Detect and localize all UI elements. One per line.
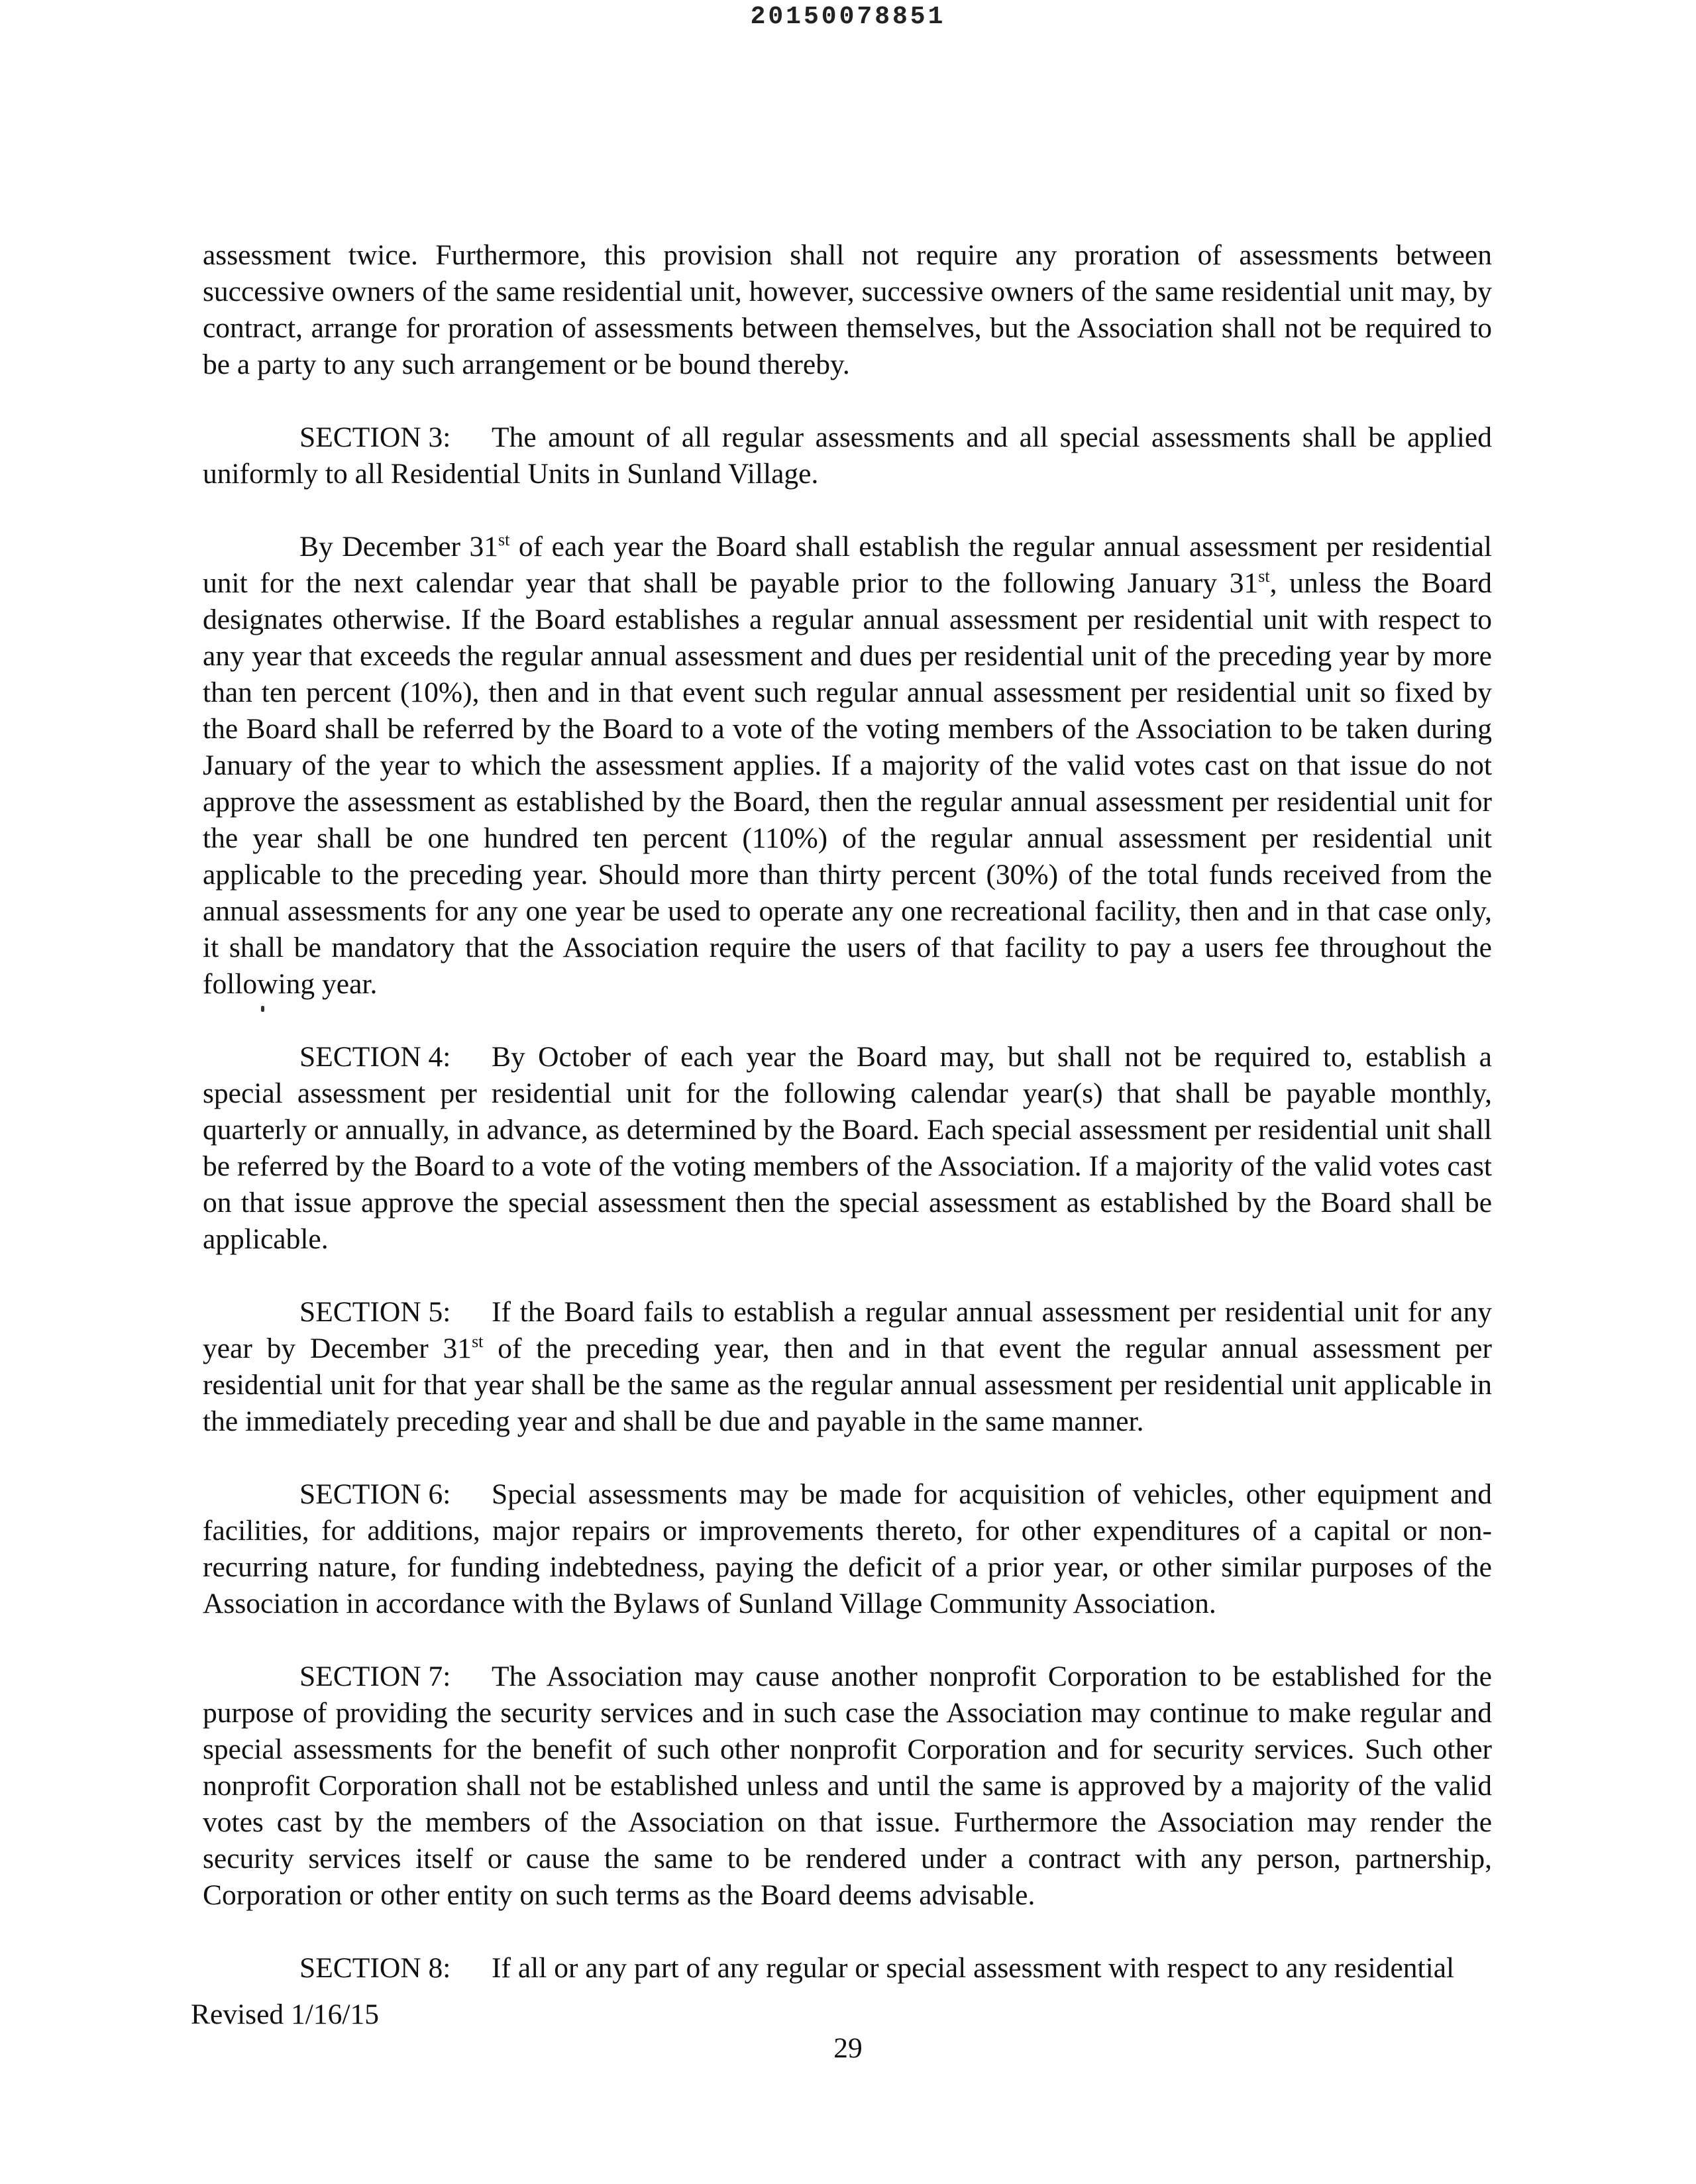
section-3-text: The amount of all regular assessments and all special assessments shall be applied uniformly to all Residential Units in Sunland Village. <box>203 421 1492 490</box>
section-7-paragraph <box>203 1659 1492 1914</box>
page-body <box>203 237 1492 1987</box>
paragraph-gap <box>203 383 1492 419</box>
section-6-label: SECTION 6: <box>299 1478 451 1510</box>
paragraph-gap <box>203 1440 1492 1476</box>
section-5-label: SECTION 5: <box>299 1296 451 1328</box>
section-8-text: If all or any part of any regular or special assessment with respect to any residential <box>492 1952 1455 1984</box>
section-8-paragraph <box>203 1950 1492 1987</box>
ordinal-suffix: st <box>1258 567 1270 586</box>
section-3-paragraph <box>203 419 1492 492</box>
ordinal-suffix: st <box>498 530 510 549</box>
annual-text-2: of each year the Board shall establish the regular annual assessment per residential unit for the next calendar year that shall be payable prior to the following January 31 <box>203 531 1493 599</box>
section-4-text: By October of each year the Board may, but shall not be required to, establish a special assessment per residential unit for the following calendar year(s) that shall be payable monthly, quarterly or annually, in advance, as determined by the Board. Each special assessment per residential unit shall be referred by the Board to a vote of the voting members of the Association. If a majority of the valid votes cast on that issue approve the special assessment then the special assessment as established by the Board shall be applicable. <box>203 1041 1492 1255</box>
revision-date: Revised 1/16/15 <box>191 1998 379 2030</box>
section-7-label: SECTION 7: <box>299 1661 451 1692</box>
section-3-label: SECTION 3: <box>299 421 451 453</box>
annual-assessment-paragraph <box>203 529 1492 1003</box>
section-8-label: SECTION 8: <box>299 1952 451 1984</box>
paragraph-gap <box>203 492 1492 529</box>
ordinal-suffix: st <box>472 1332 484 1351</box>
paragraph-gap <box>203 1622 1492 1659</box>
scan-speck <box>261 1006 264 1012</box>
paragraph-gap <box>203 1003 1492 1039</box>
section-5-text-2: of the preceding year, then and in that event the regular annual assessment per residential unit for that year shall be the same as the regular annual assessment per residential unit applicable in the immediately preceding year and shall be due and payable in the same manner. <box>203 1333 1492 1437</box>
section-7-text: The Association may cause another nonprofit Corporation to be established for the purpose of providing the security services and in such case the Association may continue to make regular and special assessments for the benefit of such other nonprofit Corporation and for security services. Such other nonprofit Corporation shall not be established unless and until the same is approved by a majority of the valid votes cast by the members of the Association on that issue. Furthermore the Association may render the security services itself or cause the same to be rendered under a contract with any person, partnership, Corporation or other entity on such terms as the Board deems advisable. <box>203 1661 1492 1911</box>
page-number: 29 <box>833 2032 863 2064</box>
annual-text-1: By December 31 <box>299 531 499 563</box>
section-4-paragraph <box>203 1039 1492 1258</box>
section-5-paragraph <box>203 1294 1492 1440</box>
section-4-label: SECTION 4: <box>299 1041 451 1073</box>
section-6-text: Special assessments may be made for acquisition of vehicles, other equipment and facilities, for additions, major repairs or improvements thereto, for other expenditures of a capital or non-recurring nature, for funding indebtedness, paying the deficit of a prior year, or other similar purposes of the Association in accordance with the Bylaws of Sunland Village Community Association. <box>203 1478 1492 1619</box>
section-5-text-1: If the Board fails to establish a regular annual assessment per residential unit for any year by December 31 <box>203 1296 1492 1364</box>
paragraph-continuation: assessment twice. Furthermore, this provision shall not require any proration of assessments between successive owners of the same residential unit, however, successive owners of the same residential unit may, by contract, arrange for proration of assessments between themselves, but the Association shall not be required to be a party to any such arrangement or be bound thereby. <box>203 239 1492 380</box>
paragraph-gap <box>203 1914 1492 1950</box>
section-6-paragraph <box>203 1476 1492 1622</box>
paragraph-gap <box>203 1258 1492 1294</box>
document-number: 20150078851 <box>750 3 946 31</box>
annual-text-3: , unless the Board designates otherwise. If the Board establishes a regular annual assessment per residential unit with respect to any year that exceeds the regular annual assessment and dues per residential unit of the preceding year by more than ten percent (10%), then and in that event such regular annual assessment per residential unit so fixed by the Board shall be referred by the Board to a vote of the voting members of the Association to be taken during January of the year to which the assessment applies. If a majority of the valid votes cast on that issue do not approve the assessment as established by the Board, then the regular annual assessment per residential unit for the year shall be one hundred ten percent (110%) of the regular annual assessment per residential unit applicable to the preceding year. Should more than thirty percent (30%) of the total funds received from the annual assessments for any one year be used to operate any one recreational facility, then and in that case only, it shall be mandatory that the Association require the users of that facility to pay a users fee throughout the following year. <box>203 567 1492 1000</box>
